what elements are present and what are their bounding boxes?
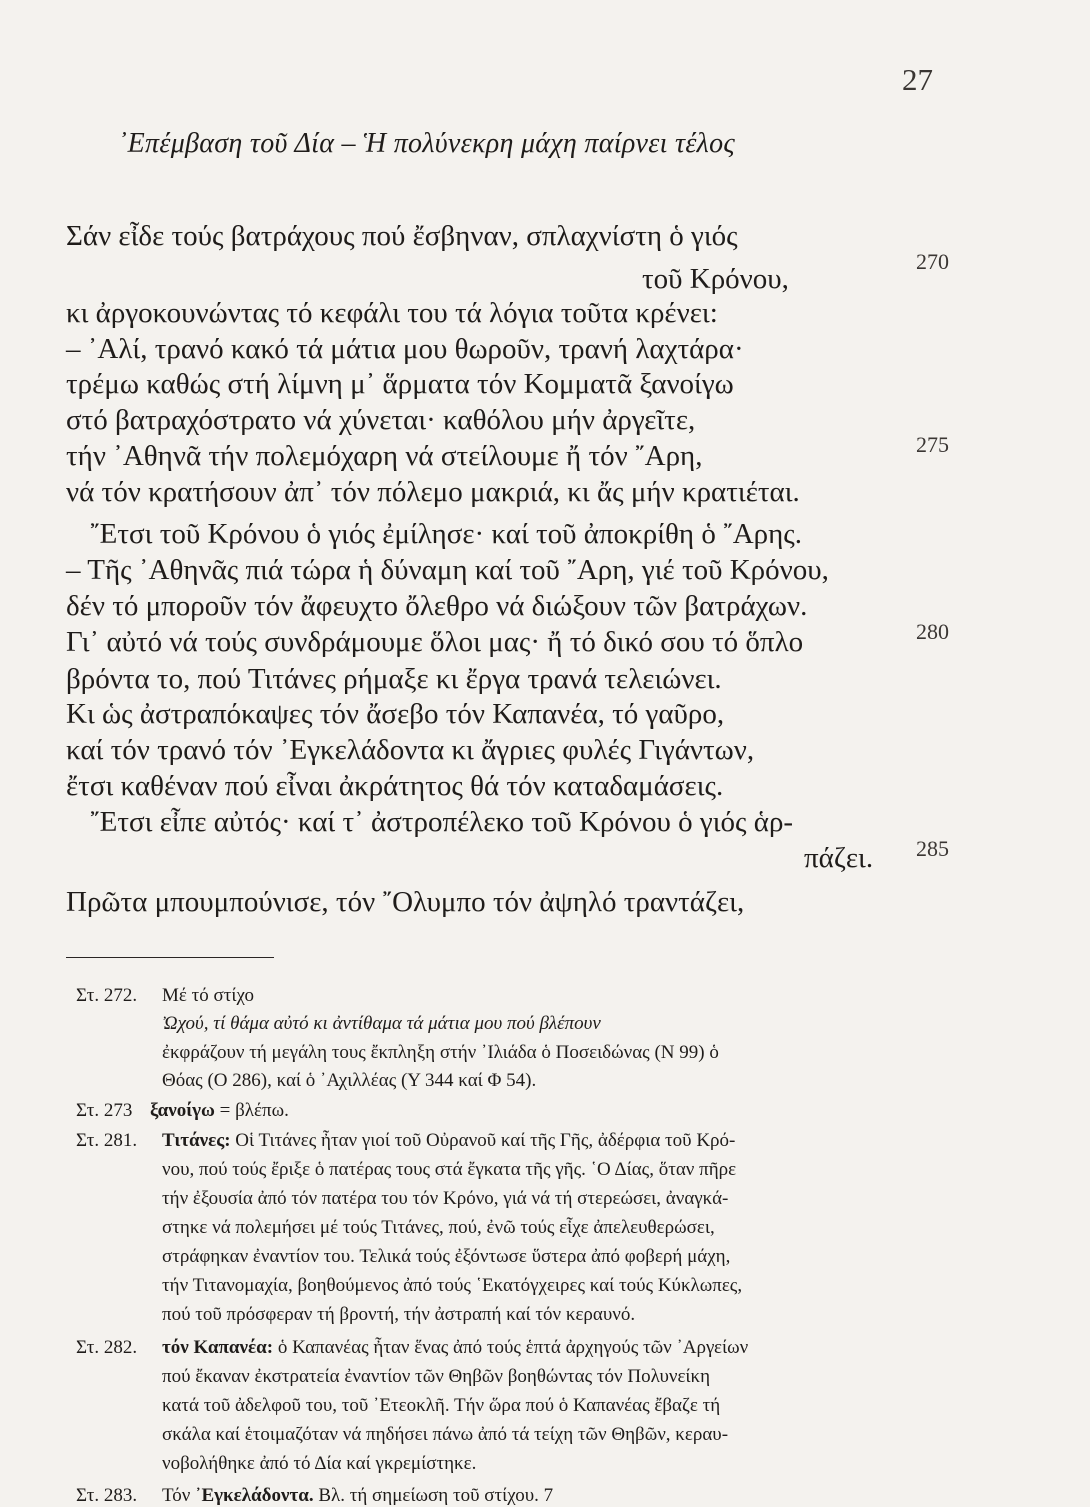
footnote-ref: Στ. 272. (76, 985, 138, 1006)
footnote-text: ἐκφράζουν τή μεγάλη τους ἔκπληξη στήν ᾿Ιλιάδα ὁ Ποσειδώνας (Ν 99) ὁ (162, 1042, 719, 1063)
footnote-text: = βλέπω. (214, 1100, 289, 1121)
verse-line: νά τόν κρατήσουν ἀπ᾿ τόν πόλεμο μακριά, κι ἄς μήν κρατιέται. (66, 476, 800, 508)
verse-line: πάζει. (804, 842, 874, 874)
footnote-text: νοβολήθηκε ἀπό τό Δία καί γκρεμίστηκε. (162, 1453, 477, 1474)
footnote-term: ξανοίγω (150, 1100, 215, 1121)
footnote-text: σκάλα καί ἑτοιμαζόταν νά πηδήσει πάνω ἀπό τά τείχη τῶν Θηβῶν, κεραυ- (162, 1424, 729, 1445)
footnote-text: πού τοῦ πρόσφεραν τή βροντή, τήν ἀστραπή καί τόν κεραυνό. (162, 1304, 636, 1325)
footnote-body (150, 1100, 289, 1122)
footnote-rule (66, 957, 274, 958)
verse-line: ῎Ετσι εἶπε αὐτός· καί τ᾿ ἀστροπέλεκο τοῦ Κρόνου ὁ γιός ἁρ- (90, 806, 794, 838)
verse-line: ῎Ετσι τοῦ Κρόνου ὁ γιός ἐμίλησε· καί τοῦ ἀποκρίθη ὁ ῎Αρης. (90, 518, 803, 550)
verse-line: – ᾿Αλί, τρανό κακό τά μάτια μου θωροῦν, τρανή λαχτάρα· (66, 333, 744, 365)
footnote-term: τόν Καπανέα: (162, 1337, 274, 1358)
verse-line: – Τῆς ᾿Αθηνᾶς πιά τώρα ἡ δύναμη καί τοῦ ῎Αρη, γιέ τοῦ Κρόνου, (66, 554, 829, 586)
verse-line: κι ἀργοκουνώντας τό κεφάλι του τά λόγια τοῦτα κρένει: (66, 297, 718, 329)
line-number: 275 (916, 432, 949, 457)
line-number: 270 (916, 249, 949, 274)
footnote-body (162, 1337, 748, 1359)
verse-line: βρόντα το, πού Τιτάνες ρήμαξε κι ἔργα τρανά τελειώνει. (66, 663, 722, 695)
verse-line: τρέμω καθώς στή λίμνη μ᾿ ἅρματα τόν Κομματᾶ ξανοίγω (66, 368, 734, 400)
footnote-text: Οἱ Τιτάνες ἦταν γιοί τοῦ Οὐρανοῦ καί τῆς Γῆς, ἀδέρφια τοῦ Κρό- (230, 1130, 736, 1151)
footnote-body (162, 1485, 553, 1507)
footnote-text: ὁ Καπανέας ἦταν ἕνας ἀπό τούς ἑπτά ἀρχηγούς τῶν ᾿Αργείων (273, 1337, 749, 1358)
page-number: 27 (902, 62, 933, 97)
footnote-text: κατά τοῦ ἀδελφοῦ του, τοῦ ᾿Ετεοκλῆ. Τήν ὥρα πού ὁ Καπανέας ἔβαζε τή (162, 1395, 721, 1416)
footnote-term: ᾿Εγκελάδοντα. (195, 1485, 314, 1506)
footnote-text: στράφηκαν ἐναντίον του. Τελικά τούς ἐξόντωσε ὕστερα ἀπό φοβερή μάχη, (162, 1246, 731, 1267)
footnote-text: νου, πού τούς ἔριξε ὁ πατέρας τους στά ἔγκατα τῆς γῆς. ῾Ο Δίας, ὅταν πῆρε (162, 1159, 737, 1180)
verse-line: ἔτσι καθέναν πού εἶναι ἀκράτητος θά τόν καταδαμάσεις. (66, 770, 724, 802)
footnote-ref: Στ. 283. (76, 1485, 138, 1506)
verse-line: Σάν εἶδε τούς βατράχους πού ἔσβηναν, σπλαχνίστη ὁ γιός (66, 220, 738, 252)
footnote-term: Τιτάνες: (162, 1130, 231, 1151)
footnote-ref: Στ. 273 (76, 1100, 133, 1121)
line-number: 285 (916, 836, 949, 861)
footnote-ref: Στ. 281. (76, 1130, 138, 1151)
footnote-text: Μέ τό στίχο (162, 985, 255, 1006)
footnote-text: Βλ. τή σημείωση τοῦ στίχου. 7 (313, 1485, 554, 1506)
section-title: ᾿Επέμβαση τοῦ Δία – Ἡ πολύνεκρη μάχη παίρνει τέλος (118, 128, 736, 159)
verse-line: τήν ᾿Αθηνᾶ τήν πολεμόχαρη νά στείλουμε ἤ τόν ῎Αρη, (66, 440, 703, 472)
footnote-text: Τόν (162, 1485, 196, 1506)
footnote-quote: Ὠχού, τί θάμα αὐτό κι ἀντίθαμα τά μάτια μου πού βλέπουν (162, 1013, 601, 1034)
verse-line: Κι ὡς ἀστραπόκαψες τόν ἄσεβο τόν Καπανέα, τό γαῦρο, (66, 698, 725, 730)
verse-line: στό βατραχόστρατο νά χύνεται· καθόλου μήν ἀργεῖτε, (66, 404, 696, 436)
footnote-text: Θόας (Ο 286), καί ὁ ᾿Αχιλλέας (Υ 344 καί Φ 54). (162, 1070, 537, 1091)
verse-line: δέν τό μποροῦν τόν ἄφευχτο ὄλεθρο νά διώξουν τῶν βατράχων. (66, 590, 808, 622)
verse-line: τοῦ Κρόνου, (642, 263, 789, 295)
verse-line: Πρῶτα μπουμπούνισε, τόν ῎Ολυμπο τόν ἀψηλό τραντάζει, (66, 886, 745, 918)
verse-line: καί τόν τρανό τόν ᾿Εγκελάδοντα κι ἄγριες φυλές Γιγάντων, (66, 734, 755, 766)
footnote-text: τήν ἐξουσία ἀπό τόν πατέρα του τόν Κρόνο, γιά νά τή στερεώσει, ἀναγκά- (162, 1188, 729, 1209)
verse-line: Γι᾿ αὐτό νά τούς συνδράμουμε ὅλοι μας· ἤ τό δικό σου τό ὅπλο (66, 626, 804, 658)
footnote-text: τήν Τιτανομαχία, βοηθούμενος ἀπό τούς ῾Εκατόγχειρες καί τούς Κύκλωπες, (162, 1275, 743, 1296)
line-number: 280 (916, 619, 949, 644)
footnote-ref: Στ. 282. (76, 1337, 138, 1358)
footnote-text: πού ἔκαναν ἐκστρατεία ἐναντίον τῶν Θηβῶν βοηθώντας τόν Πολυνείκη (162, 1366, 711, 1387)
footnote-text: στηκε νά πολεμήσει μέ τούς Τιτάνες, πού, ἐνῶ τούς εἶχε ἀπελευθερώσει, (162, 1217, 715, 1238)
footnote-body (162, 1130, 735, 1152)
